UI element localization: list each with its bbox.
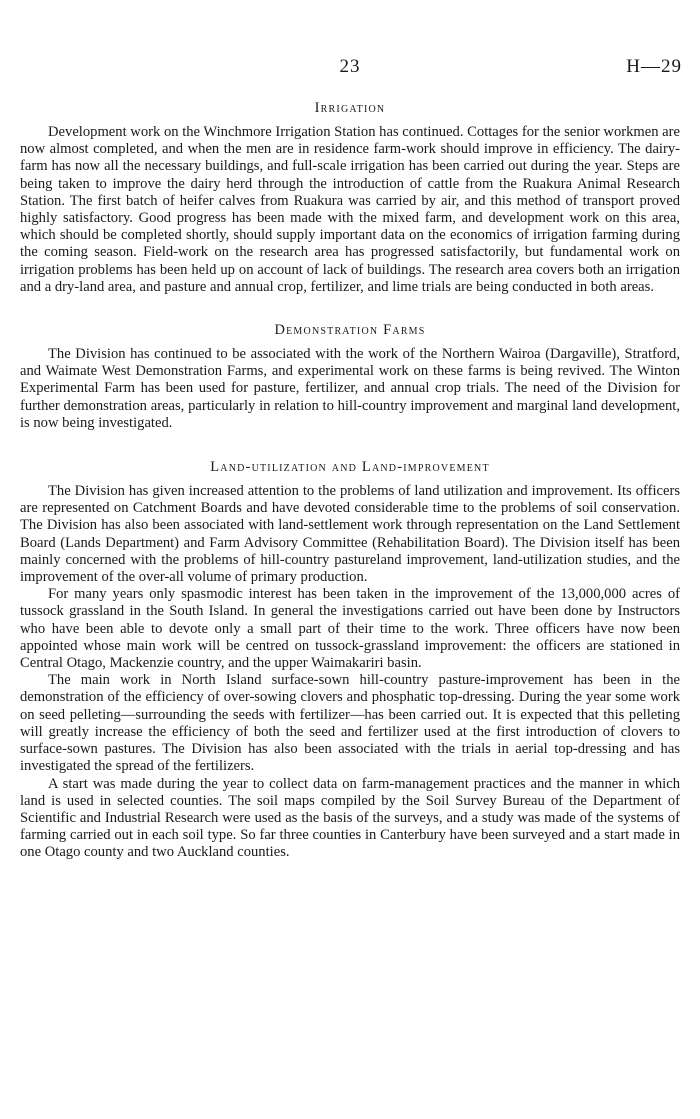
section-land-utilization — [20, 459, 680, 861]
paragraph: A start was made during the year to collect data on farm-management practices and the manner in which land is used in selected counties. The soil maps compiled by the Soil Survey Bureau of the Department of Scientific and Industrial Research were used as the basis of the surveys, and a study was made of the systems of farming carried out in each soil type. So far three counties in Canterbury have been surveyed and a start made in one Otago county and two Auckland counties. — [20, 775, 680, 861]
paragraph: For many years only spasmodic interest has been taken in the improvement of the 13,000,000 acres of tussock grassland in the South Island. In general the investigations carried out have been done by Instructors who have been able to devote only a small part of their time to the work. Three officers have now been appointed whose main work will be centred on tussock-grassland improvement: the officers are stationed in Central Otago, Mackenzie country, and the upper Waimakariri basin. — [20, 586, 680, 672]
section-heading: Irrigation — [314, 100, 386, 116]
document-reference: H—29 — [626, 56, 682, 77]
paragraph: Development work on the Winchmore Irrigation Station has continued. Cottages for the senior workmen are now almost completed, and when the men are in residence farm-work should improve in efficiency. The dairy-farm has now all the necessary buildings, and full-scale irrigation has been carried out during the year. Steps are being taken to improve the dairy herd through the introduction of cattle from the Ruakura Animal Research Station. The first batch of heifer calves from Ruakura was carried by air, and this method of transport proved highly satisfactory. Good progress has been made with the mixed farm, and development work on this area, which should be completed shortly, should supply important data on the economics of irrigation farming during the coming season. Field-work on the research area has progressed satisfactorily, but fundamental work on irrigation problems has been held up on account of lack of buildings. The research area covers both an irrigation and a dry-land area, and pasture and annual crop, fertilizer, and lime trials are being conducted in both areas. — [20, 124, 680, 295]
paragraph: The Division has given increased attention to the problems of land utilization and improvement. Its officers are represented on Catchment Boards and have devoted considerable time to the problems of soil conservation. The Division has also been associated with land-settlement work through representation on the Land Settlement Board (Lands Department) and Farm Advisory Committee (Rehabilitation Board). The Division itself has been mainly concerned with the problems of hill-country pastureland improvement, land-utilization studies, and the improvement of the over-all volume of primary production. — [20, 483, 680, 586]
paragraph: The main work in North Island surface-sown hill-country pasture-improvement has been in the demonstration of the efficiency of over-sowing clovers and phosphatic top-dressing. During the year some work on seed pelleting—surrounding the seeds with fertilizer—has been carried out. It is expected that this pelleting will greatly increase the efficiency of both the seed and fertilizer used at the first introduction of clovers to surface-sown pastures. The Division has also been associated with the trials in aerial top-dressing and has investigated the spread of the fertilizers. — [20, 672, 680, 775]
section-heading: Demonstration Farms — [274, 322, 426, 339]
section-demonstration-farms — [20, 322, 680, 432]
page-number: 23 — [339, 56, 361, 77]
paragraph: The Division has continued to be associated with the work of the Northern Wairoa (Dargaville), Stratford, and Waimate West Demonstration Farms, and experimental work on these farms is being revived. The Winton Experimental Farm has been used for pasture, fertilizer, and annual crop trials. The need of the Division for further demonstration areas, particularly in relation to hill-country improvement and marginal land development, is now being investigated. — [20, 346, 680, 431]
section-heading: Land-utilization and Land-improvement — [210, 459, 490, 476]
section-irrigation — [20, 100, 680, 296]
